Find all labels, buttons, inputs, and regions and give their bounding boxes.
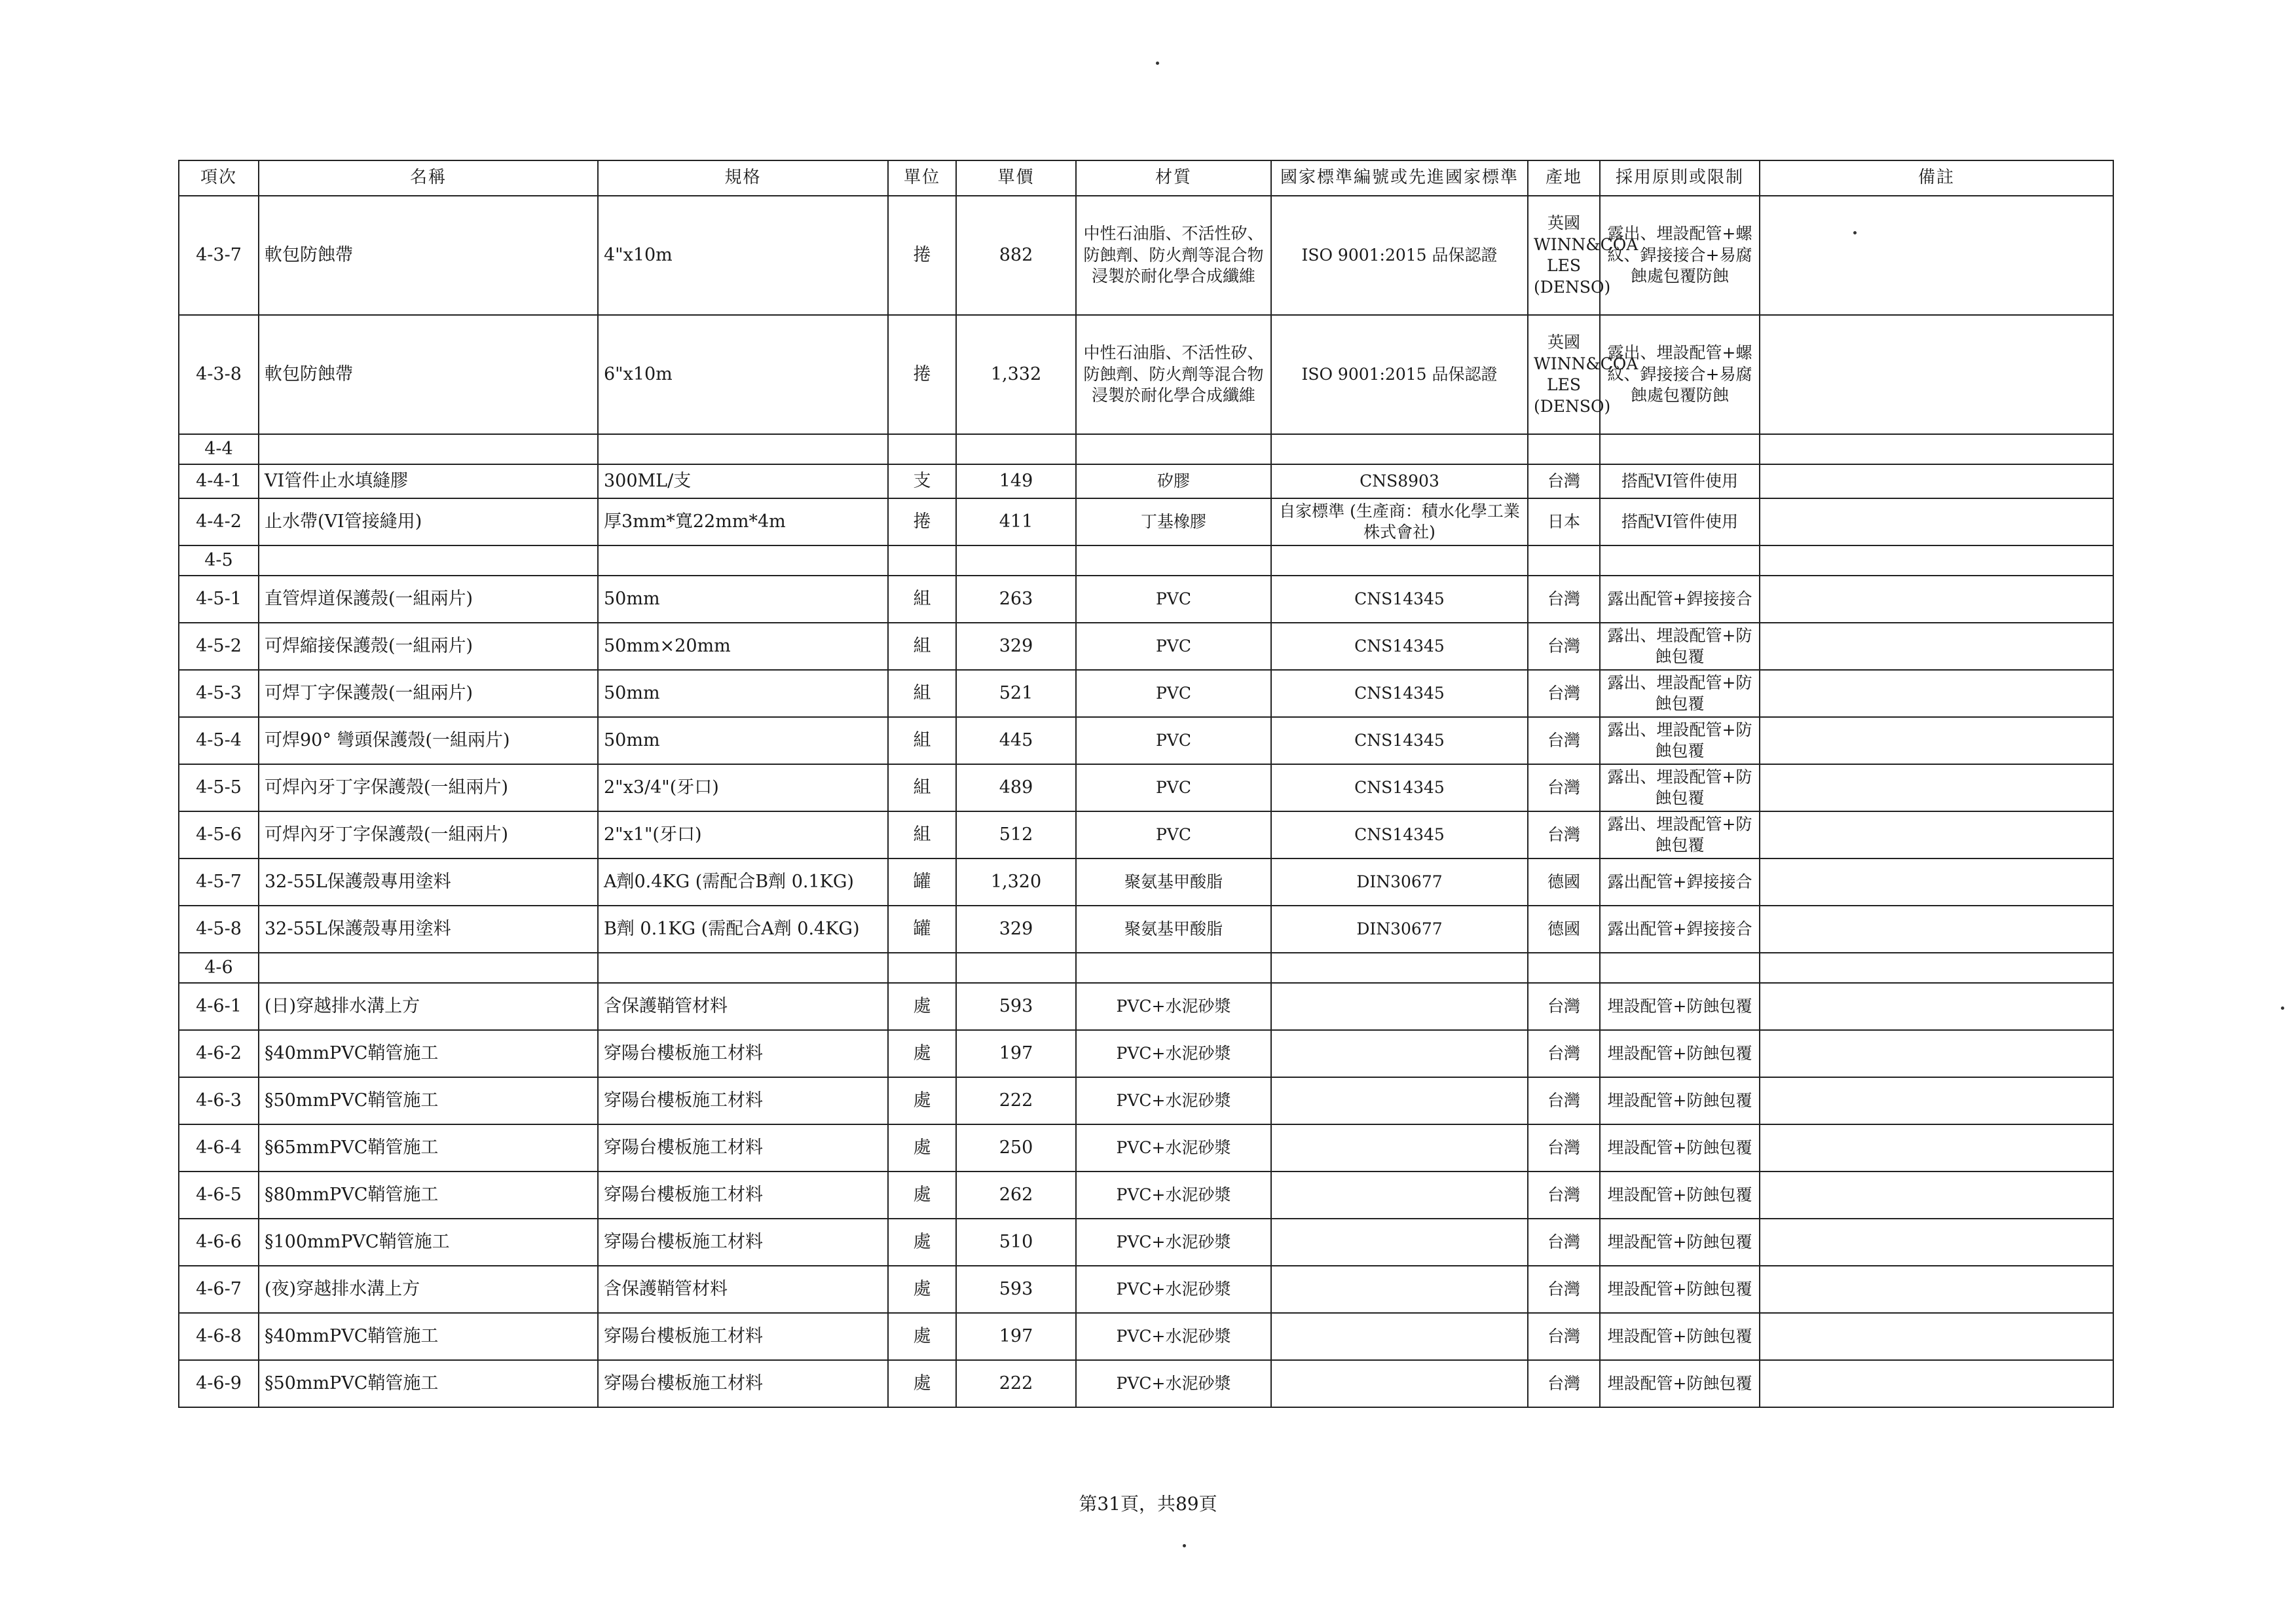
row-name: 可焊丁字保護殼(一組兩片)	[259, 670, 598, 717]
row-origin: 台灣	[1528, 576, 1600, 623]
row-standard	[1271, 1172, 1528, 1219]
row-remark	[1760, 953, 2113, 983]
row-principle: 搭配VI管件使用	[1600, 464, 1760, 498]
row-principle: 埋設配管+防蝕包覆	[1600, 1172, 1760, 1219]
row-material: PVC+水泥砂漿	[1076, 1313, 1271, 1360]
row-unit: 組	[888, 764, 956, 811]
row-no: 4-5-2	[179, 623, 259, 670]
row-price: 593	[956, 983, 1076, 1030]
row-remark	[1760, 315, 2113, 434]
row-remark	[1760, 858, 2113, 906]
row-origin	[1528, 434, 1600, 464]
row-unit: 處	[888, 1030, 956, 1077]
row-material	[1076, 434, 1271, 464]
header-price: 單價	[956, 160, 1076, 196]
row-material: 丁基橡膠	[1076, 498, 1271, 545]
row-material: PVC	[1076, 576, 1271, 623]
row-no: 4-5-7	[179, 858, 259, 906]
row-material: 聚氨基甲酸脂	[1076, 858, 1271, 906]
row-price	[956, 545, 1076, 576]
row-spec: 50mm	[598, 576, 888, 623]
row-principle: 露出、埋設配管+螺紋、銲接接合+易腐蝕處包覆防蝕	[1600, 315, 1760, 434]
row-material: PVC+水泥砂漿	[1076, 983, 1271, 1030]
row-no: 4-6-6	[179, 1219, 259, 1266]
row-remark	[1760, 1313, 2113, 1360]
row-spec: 厚3mm*寬22mm*4m	[598, 498, 888, 545]
row-unit: 捲	[888, 498, 956, 545]
row-material: 矽膠	[1076, 464, 1271, 498]
row-principle: 露出配管+銲接接合	[1600, 576, 1760, 623]
row-origin: 台灣	[1528, 1313, 1600, 1360]
row-unit: 罐	[888, 906, 956, 953]
row-unit: 捲	[888, 315, 956, 434]
row-no: 4-6-4	[179, 1124, 259, 1172]
row-name: 可焊內牙丁字保護殼(一組兩片)	[259, 811, 598, 858]
row-material: PVC	[1076, 670, 1271, 717]
row-spec: 300ML/支	[598, 464, 888, 498]
row-price: 263	[956, 576, 1076, 623]
row-price	[956, 953, 1076, 983]
row-price: 149	[956, 464, 1076, 498]
row-name: §40mmPVC鞘管施工	[259, 1030, 598, 1077]
row-price: 197	[956, 1030, 1076, 1077]
row-unit	[888, 545, 956, 576]
row-origin	[1528, 545, 1600, 576]
row-price: 222	[956, 1360, 1076, 1407]
row-price: 1,332	[956, 315, 1076, 434]
row-standard	[1271, 1360, 1528, 1407]
row-unit: 處	[888, 1313, 956, 1360]
row-principle: 露出、埋設配管+防蝕包覆	[1600, 670, 1760, 717]
row-spec: 穿陽台樓板施工材料	[598, 1313, 888, 1360]
row-principle: 埋設配管+防蝕包覆	[1600, 1360, 1760, 1407]
row-name: (夜)穿越排水溝上方	[259, 1266, 598, 1313]
row-origin: 台灣	[1528, 983, 1600, 1030]
row-unit: 組	[888, 811, 956, 858]
row-unit: 處	[888, 1172, 956, 1219]
row-name: 止水帶(VI管接縫用)	[259, 498, 598, 545]
row-unit: 組	[888, 623, 956, 670]
row-price: 593	[956, 1266, 1076, 1313]
row-material: PVC	[1076, 623, 1271, 670]
row-unit: 處	[888, 983, 956, 1030]
row-origin: 德國	[1528, 906, 1600, 953]
table-row	[179, 764, 2113, 811]
row-no: 4-5-1	[179, 576, 259, 623]
row-price: 512	[956, 811, 1076, 858]
row-name: §50mmPVC鞘管施工	[259, 1077, 598, 1124]
row-price: 222	[956, 1077, 1076, 1124]
row-remark	[1760, 464, 2113, 498]
row-name: 可焊90° 彎頭保護殼(一組兩片)	[259, 717, 598, 764]
table-body	[179, 196, 2113, 1407]
row-principle: 埋設配管+防蝕包覆	[1600, 1124, 1760, 1172]
table-row	[179, 670, 2113, 717]
row-origin: 台灣	[1528, 717, 1600, 764]
row-origin: 英國 WINN&COA LES (DENSO)	[1528, 315, 1600, 434]
row-remark	[1760, 576, 2113, 623]
row-spec	[598, 953, 888, 983]
row-standard: 自家標準 (生產商：積水化學工業株式會社)	[1271, 498, 1528, 545]
table-row	[179, 464, 2113, 498]
table-row	[179, 1313, 2113, 1360]
row-name: 軟包防蝕帶	[259, 315, 598, 434]
row-origin: 台灣	[1528, 1077, 1600, 1124]
row-standard: CNS14345	[1271, 576, 1528, 623]
row-origin: 台灣	[1528, 1266, 1600, 1313]
row-name	[259, 545, 598, 576]
row-standard: DIN30677	[1271, 906, 1528, 953]
row-origin: 德國	[1528, 858, 1600, 906]
row-price: 329	[956, 906, 1076, 953]
row-spec: 50mm	[598, 717, 888, 764]
row-origin: 台灣	[1528, 670, 1600, 717]
row-principle: 露出、埋設配管+防蝕包覆	[1600, 623, 1760, 670]
row-material: PVC+水泥砂漿	[1076, 1077, 1271, 1124]
scan-speck	[1183, 1544, 1186, 1547]
row-no: 4-5-5	[179, 764, 259, 811]
row-no: 4-5-4	[179, 717, 259, 764]
table-row	[179, 953, 2113, 983]
row-name: 32-55L保護殼專用塗料	[259, 858, 598, 906]
row-name	[259, 953, 598, 983]
row-name: VI管件止水填縫膠	[259, 464, 598, 498]
row-remark	[1760, 906, 2113, 953]
header-name: 名稱	[259, 160, 598, 196]
row-standard: CNS14345	[1271, 764, 1528, 811]
row-remark	[1760, 1124, 2113, 1172]
row-price: 882	[956, 196, 1076, 315]
row-unit: 捲	[888, 196, 956, 315]
row-standard: DIN30677	[1271, 858, 1528, 906]
header-standard: 國家標準編號或先進國家標準	[1271, 160, 1528, 196]
page-number: 第31頁，共89頁	[1079, 1493, 1217, 1515]
row-remark	[1760, 498, 2113, 545]
scan-speck	[2281, 1006, 2284, 1010]
row-unit: 組	[888, 670, 956, 717]
scan-speck	[1156, 62, 1159, 65]
row-principle: 埋設配管+防蝕包覆	[1600, 983, 1760, 1030]
row-standard	[1271, 1124, 1528, 1172]
row-principle: 露出、埋設配管+防蝕包覆	[1600, 717, 1760, 764]
row-standard	[1271, 434, 1528, 464]
row-origin: 台灣	[1528, 1124, 1600, 1172]
row-name: §80mmPVC鞘管施工	[259, 1172, 598, 1219]
row-remark	[1760, 811, 2113, 858]
header-no: 項次	[179, 160, 259, 196]
row-spec: 穿陽台樓板施工材料	[598, 1077, 888, 1124]
row-name: 可焊縮接保護殼(一組兩片)	[259, 623, 598, 670]
row-spec	[598, 434, 888, 464]
row-origin: 台灣	[1528, 811, 1600, 858]
row-principle: 露出、埋設配管+防蝕包覆	[1600, 811, 1760, 858]
header-material: 材質	[1076, 160, 1271, 196]
row-standard	[1271, 983, 1528, 1030]
row-standard: ISO 9001:2015 品保認證	[1271, 196, 1528, 315]
table-row	[179, 545, 2113, 576]
row-unit	[888, 953, 956, 983]
row-spec: 穿陽台樓板施工材料	[598, 1030, 888, 1077]
row-remark	[1760, 545, 2113, 576]
row-origin	[1528, 953, 1600, 983]
row-remark	[1760, 764, 2113, 811]
row-name: 軟包防蝕帶	[259, 196, 598, 315]
row-origin: 台灣	[1528, 1172, 1600, 1219]
row-spec: 50mm×20mm	[598, 623, 888, 670]
row-no: 4-4-2	[179, 498, 259, 545]
row-standard	[1271, 953, 1528, 983]
row-no: 4-6-8	[179, 1313, 259, 1360]
row-name	[259, 434, 598, 464]
row-remark	[1760, 670, 2113, 717]
row-price	[956, 434, 1076, 464]
row-unit: 組	[888, 717, 956, 764]
row-origin: 台灣	[1528, 464, 1600, 498]
row-standard	[1271, 1077, 1528, 1124]
row-principle: 露出、埋設配管+螺紋、銲接接合+易腐蝕處包覆防蝕	[1600, 196, 1760, 315]
row-remark	[1760, 1030, 2113, 1077]
row-unit: 處	[888, 1360, 956, 1407]
row-remark	[1760, 1360, 2113, 1407]
row-unit: 處	[888, 1124, 956, 1172]
row-no: 4-6-1	[179, 983, 259, 1030]
header-principle: 採用原則或限制	[1600, 160, 1760, 196]
row-principle	[1600, 953, 1760, 983]
row-origin: 台灣	[1528, 1219, 1600, 1266]
row-no: 4-5-6	[179, 811, 259, 858]
header-spec: 規格	[598, 160, 888, 196]
table-row	[179, 196, 2113, 315]
row-spec: 2"x1"(牙口)	[598, 811, 888, 858]
row-origin: 英國 WINN&COA LES (DENSO)	[1528, 196, 1600, 315]
row-no: 4-4	[179, 434, 259, 464]
row-no: 4-4-1	[179, 464, 259, 498]
row-material: PVC+水泥砂漿	[1076, 1266, 1271, 1313]
row-price: 521	[956, 670, 1076, 717]
row-no: 4-6-3	[179, 1077, 259, 1124]
row-remark	[1760, 983, 2113, 1030]
row-spec: 含保護鞘管材料	[598, 983, 888, 1030]
row-spec: 4"x10m	[598, 196, 888, 315]
row-spec: 含保護鞘管材料	[598, 1266, 888, 1313]
row-price: 1,320	[956, 858, 1076, 906]
table-row	[179, 576, 2113, 623]
row-material: PVC+水泥砂漿	[1076, 1030, 1271, 1077]
row-unit: 罐	[888, 858, 956, 906]
row-price: 250	[956, 1124, 1076, 1172]
row-standard	[1271, 1313, 1528, 1360]
row-no: 4-6-5	[179, 1172, 259, 1219]
row-principle: 埋設配管+防蝕包覆	[1600, 1219, 1760, 1266]
row-remark	[1760, 1172, 2113, 1219]
row-unit: 處	[888, 1219, 956, 1266]
table-header-row	[179, 160, 2113, 196]
row-spec: 穿陽台樓板施工材料	[598, 1124, 888, 1172]
row-principle: 埋設配管+防蝕包覆	[1600, 1077, 1760, 1124]
row-no: 4-6-7	[179, 1266, 259, 1313]
row-material	[1076, 953, 1271, 983]
table-row	[179, 1360, 2113, 1407]
row-price: 197	[956, 1313, 1076, 1360]
row-standard: ISO 9001:2015 品保認證	[1271, 315, 1528, 434]
row-price: 262	[956, 1172, 1076, 1219]
row-material: 聚氨基甲酸脂	[1076, 906, 1271, 953]
row-remark	[1760, 1077, 2113, 1124]
table-row	[179, 623, 2113, 670]
row-spec: 50mm	[598, 670, 888, 717]
row-material: PVC	[1076, 764, 1271, 811]
table-row	[179, 1077, 2113, 1124]
row-name: §100mmPVC鞘管施工	[259, 1219, 598, 1266]
row-spec: 穿陽台樓板施工材料	[598, 1360, 888, 1407]
table-row	[179, 1266, 2113, 1313]
row-principle: 埋設配管+防蝕包覆	[1600, 1030, 1760, 1077]
row-remark	[1760, 623, 2113, 670]
row-standard: CNS14345	[1271, 717, 1528, 764]
row-standard: CNS14345	[1271, 670, 1528, 717]
row-name: (日)穿越排水溝上方	[259, 983, 598, 1030]
row-name: §40mmPVC鞘管施工	[259, 1313, 598, 1360]
row-spec: B劑 0.1KG (需配合A劑 0.4KG)	[598, 906, 888, 953]
row-origin: 台灣	[1528, 623, 1600, 670]
table-row	[179, 717, 2113, 764]
row-principle: 搭配VI管件使用	[1600, 498, 1760, 545]
table-row	[179, 858, 2113, 906]
row-spec: A劑0.4KG (需配合B劑 0.1KG)	[598, 858, 888, 906]
table-row	[179, 434, 2113, 464]
row-principle	[1600, 545, 1760, 576]
table-row	[179, 498, 2113, 545]
row-origin: 台灣	[1528, 1360, 1600, 1407]
price-table	[178, 160, 2114, 1408]
row-origin: 日本	[1528, 498, 1600, 545]
table-row	[179, 315, 2113, 434]
row-no: 4-5-8	[179, 906, 259, 953]
row-standard: CNS14345	[1271, 811, 1528, 858]
row-principle: 露出配管+銲接接合	[1600, 858, 1760, 906]
row-material: 中性石油脂、不活性矽、防蝕劑、防火劑等混合物浸製於耐化學合成纖維	[1076, 196, 1271, 315]
row-material	[1076, 545, 1271, 576]
row-material: PVC+水泥砂漿	[1076, 1360, 1271, 1407]
row-name: §65mmPVC鞘管施工	[259, 1124, 598, 1172]
row-no: 4-3-8	[179, 315, 259, 434]
row-price: 445	[956, 717, 1076, 764]
row-standard	[1271, 1266, 1528, 1313]
row-origin: 台灣	[1528, 1030, 1600, 1077]
row-standard: CNS14345	[1271, 623, 1528, 670]
row-name: 可焊內牙丁字保護殼(一組兩片)	[259, 764, 598, 811]
table-row	[179, 1124, 2113, 1172]
row-no: 4-5	[179, 545, 259, 576]
row-no: 4-6-9	[179, 1360, 259, 1407]
row-principle: 埋設配管+防蝕包覆	[1600, 1313, 1760, 1360]
row-spec: 2"x3/4"(牙口)	[598, 764, 888, 811]
row-material: PVC+水泥砂漿	[1076, 1124, 1271, 1172]
row-material: PVC	[1076, 811, 1271, 858]
row-origin: 台灣	[1528, 764, 1600, 811]
row-name: §50mmPVC鞘管施工	[259, 1360, 598, 1407]
row-principle: 露出、埋設配管+防蝕包覆	[1600, 764, 1760, 811]
table-row	[179, 1172, 2113, 1219]
row-material: PVC	[1076, 717, 1271, 764]
table-row	[179, 1030, 2113, 1077]
table-row	[179, 906, 2113, 953]
row-remark	[1760, 196, 2113, 315]
row-price: 411	[956, 498, 1076, 545]
row-remark	[1760, 717, 2113, 764]
row-principle: 露出配管+銲接接合	[1600, 906, 1760, 953]
header-origin: 產地	[1528, 160, 1600, 196]
row-no: 4-6	[179, 953, 259, 983]
row-standard	[1271, 1219, 1528, 1266]
row-material: PVC+水泥砂漿	[1076, 1172, 1271, 1219]
row-spec: 穿陽台樓板施工材料	[598, 1219, 888, 1266]
row-spec: 穿陽台樓板施工材料	[598, 1172, 888, 1219]
row-spec	[598, 545, 888, 576]
row-unit	[888, 434, 956, 464]
row-remark	[1760, 1219, 2113, 1266]
row-unit: 處	[888, 1077, 956, 1124]
row-no: 4-3-7	[179, 196, 259, 315]
row-unit: 組	[888, 576, 956, 623]
header-remark: 備註	[1760, 160, 2113, 196]
row-unit: 處	[888, 1266, 956, 1313]
row-price: 489	[956, 764, 1076, 811]
row-spec: 6"x10m	[598, 315, 888, 434]
row-principle: 埋設配管+防蝕包覆	[1600, 1266, 1760, 1313]
row-price: 510	[956, 1219, 1076, 1266]
row-material: 中性石油脂、不活性矽、防蝕劑、防火劑等混合物浸製於耐化學合成纖維	[1076, 315, 1271, 434]
header-unit: 單位	[888, 160, 956, 196]
row-no: 4-5-3	[179, 670, 259, 717]
row-unit: 支	[888, 464, 956, 498]
row-remark	[1760, 1266, 2113, 1313]
row-material: PVC+水泥砂漿	[1076, 1219, 1271, 1266]
table-row	[179, 811, 2113, 858]
table-row	[179, 983, 2113, 1030]
row-standard	[1271, 545, 1528, 576]
row-name: 直管焊道保護殼(一組兩片)	[259, 576, 598, 623]
scan-speck	[1853, 231, 1857, 234]
row-name: 32-55L保護殼專用塗料	[259, 906, 598, 953]
row-remark	[1760, 434, 2113, 464]
table-row	[179, 1219, 2113, 1266]
row-no: 4-6-2	[179, 1030, 259, 1077]
row-principle	[1600, 434, 1760, 464]
row-standard	[1271, 1030, 1528, 1077]
row-standard: CNS8903	[1271, 464, 1528, 498]
row-price: 329	[956, 623, 1076, 670]
